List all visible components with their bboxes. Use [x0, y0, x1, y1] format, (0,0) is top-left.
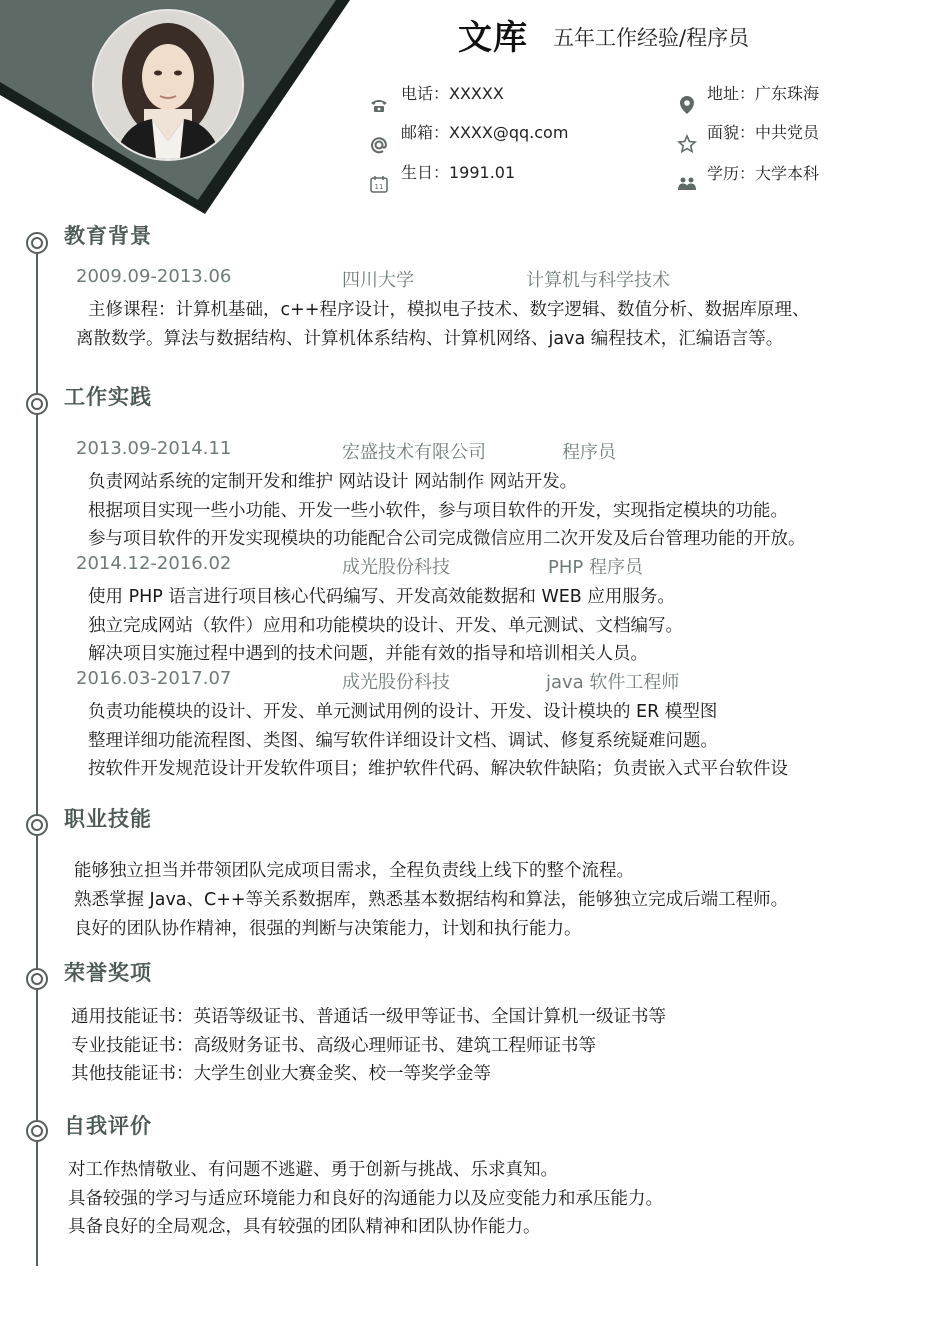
people-icon	[677, 173, 697, 193]
section-title-education: 教育背景	[64, 224, 152, 248]
timeline-node-honors	[26, 968, 48, 990]
timeline-node-skills	[26, 814, 48, 836]
skill-line: 能够独立担当并带领团队完成项目需求，全程负责线上线下的整个流程。	[74, 861, 634, 881]
contact-address: 地址：广东珠海	[707, 84, 820, 103]
job-line: 使用 PHP 语言进行项目核心代码编写、开发高效能数据和 WEB 应用服务。	[88, 587, 675, 607]
contact-birthday: 生日：1991.01	[401, 163, 516, 182]
section-title-skills: 职业技能	[64, 807, 152, 831]
skill-line: 熟悉掌握 Java、C++等关系数据库，熟悉基本数据结构和算法，能够独立完成后端工程师。	[74, 890, 789, 910]
profile-photo	[92, 9, 244, 161]
star-icon	[677, 134, 697, 154]
honor-line: 专业技能证书：高级财务证书、高级心理师证书、建筑工程师证书等	[71, 1036, 596, 1056]
self-line: 对工作热情敬业、有问题不逃避、勇于创新与挑战、乐求真知。	[68, 1160, 558, 1180]
job-line: 参与项目软件的开发实现模块的功能配合公司完成微信应用二次开发及后台管理功能的开放。	[88, 529, 806, 549]
job-company: 宏盛技术有限公司	[342, 442, 486, 463]
self-line: 具备良好的全局观念，具有较强的团队精神和团队协作能力。	[68, 1217, 541, 1237]
job-subtitle: 五年工作经验/程序员	[553, 26, 750, 50]
job-role: 程序员	[562, 442, 616, 463]
section-title-honors: 荣誉奖项	[64, 961, 152, 985]
job-line: 解决项目实施过程中遇到的技术问题，并能有效的指导和培训相关人员。	[88, 644, 648, 664]
job-period: 2016.03-2017.07	[76, 668, 232, 689]
self-line: 具备较强的学习与适应环境能力和良好的沟通能力以及应变能力和承压能力。	[68, 1189, 663, 1209]
job-line: 负责功能模块的设计、开发、单元测试用例的设计、开发、设计模块的 ER 模型图	[88, 702, 718, 722]
svg-text:11: 11	[374, 183, 384, 191]
section-title-self: 自我评价	[64, 1114, 152, 1138]
contact-education: 学历：大学本科	[707, 164, 820, 183]
location-icon	[677, 95, 697, 115]
person-name: 文库	[458, 18, 528, 58]
at-icon	[369, 135, 389, 155]
job-role: java 软件工程师	[546, 672, 680, 693]
job-period: 2013.09-2014.11	[76, 438, 232, 459]
phone-icon	[369, 96, 389, 116]
section-title-work: 工作实践	[64, 385, 152, 409]
education-line: 主修课程：计算机基础，c++程序设计，模拟电子技术、数字逻辑、数值分析、数据库原理、	[88, 300, 810, 320]
job-role: PHP 程序员	[548, 557, 643, 578]
honor-line: 通用技能证书：英语等级证书、普通话一级甲等证书、全国计算机一级证书等	[71, 1007, 666, 1027]
timeline-line	[36, 232, 38, 1266]
job-line: 根据项目实现一些小功能、开发一些小软件，参与项目软件的开发，实现指定模块的功能。	[88, 501, 788, 521]
education-line: 离散数学。算法与数据结构、计算机体系结构、计算机网络、java 编程技术，汇编语言等。	[76, 329, 784, 349]
contact-political-status: 面貌：中共党员	[707, 123, 820, 142]
contact-email: 邮箱：XXXX@qq.com	[401, 123, 569, 142]
contact-phone: 电话：XXXXX	[401, 84, 504, 103]
job-line: 整理详细功能流程图、类图、编写软件详细设计文档、调试、修复系统疑难问题。	[88, 731, 718, 751]
timeline-node-self	[26, 1120, 48, 1142]
job-line: 按软件开发规范设计开发软件项目；维护软件代码、解决软件缺陷；负责嵌入式平台软件设	[88, 759, 788, 779]
job-period: 2014.12-2016.02	[76, 553, 232, 574]
job-company: 成光股份科技	[342, 557, 450, 578]
honor-line: 其他技能证书：大学生创业大赛金奖、校一等奖学金等	[71, 1064, 491, 1084]
education-major: 计算机与科学技术	[526, 270, 670, 291]
job-line: 独立完成网站（软件）应用和功能模块的设计、开发、单元测试、文档编写。	[88, 616, 683, 636]
timeline-node-work	[26, 393, 48, 415]
job-line: 负责网站系统的定制开发和维护 网站设计 网站制作 网站开发。	[88, 472, 578, 492]
calendar-icon	[369, 174, 389, 194]
education-school: 四川大学	[342, 270, 414, 291]
skill-line: 良好的团队协作精神，很强的判断与决策能力，计划和执行能力。	[74, 919, 582, 939]
timeline-node-education	[26, 232, 48, 254]
job-company: 成光股份科技	[342, 672, 450, 693]
education-period: 2009.09-2013.06	[76, 266, 232, 287]
